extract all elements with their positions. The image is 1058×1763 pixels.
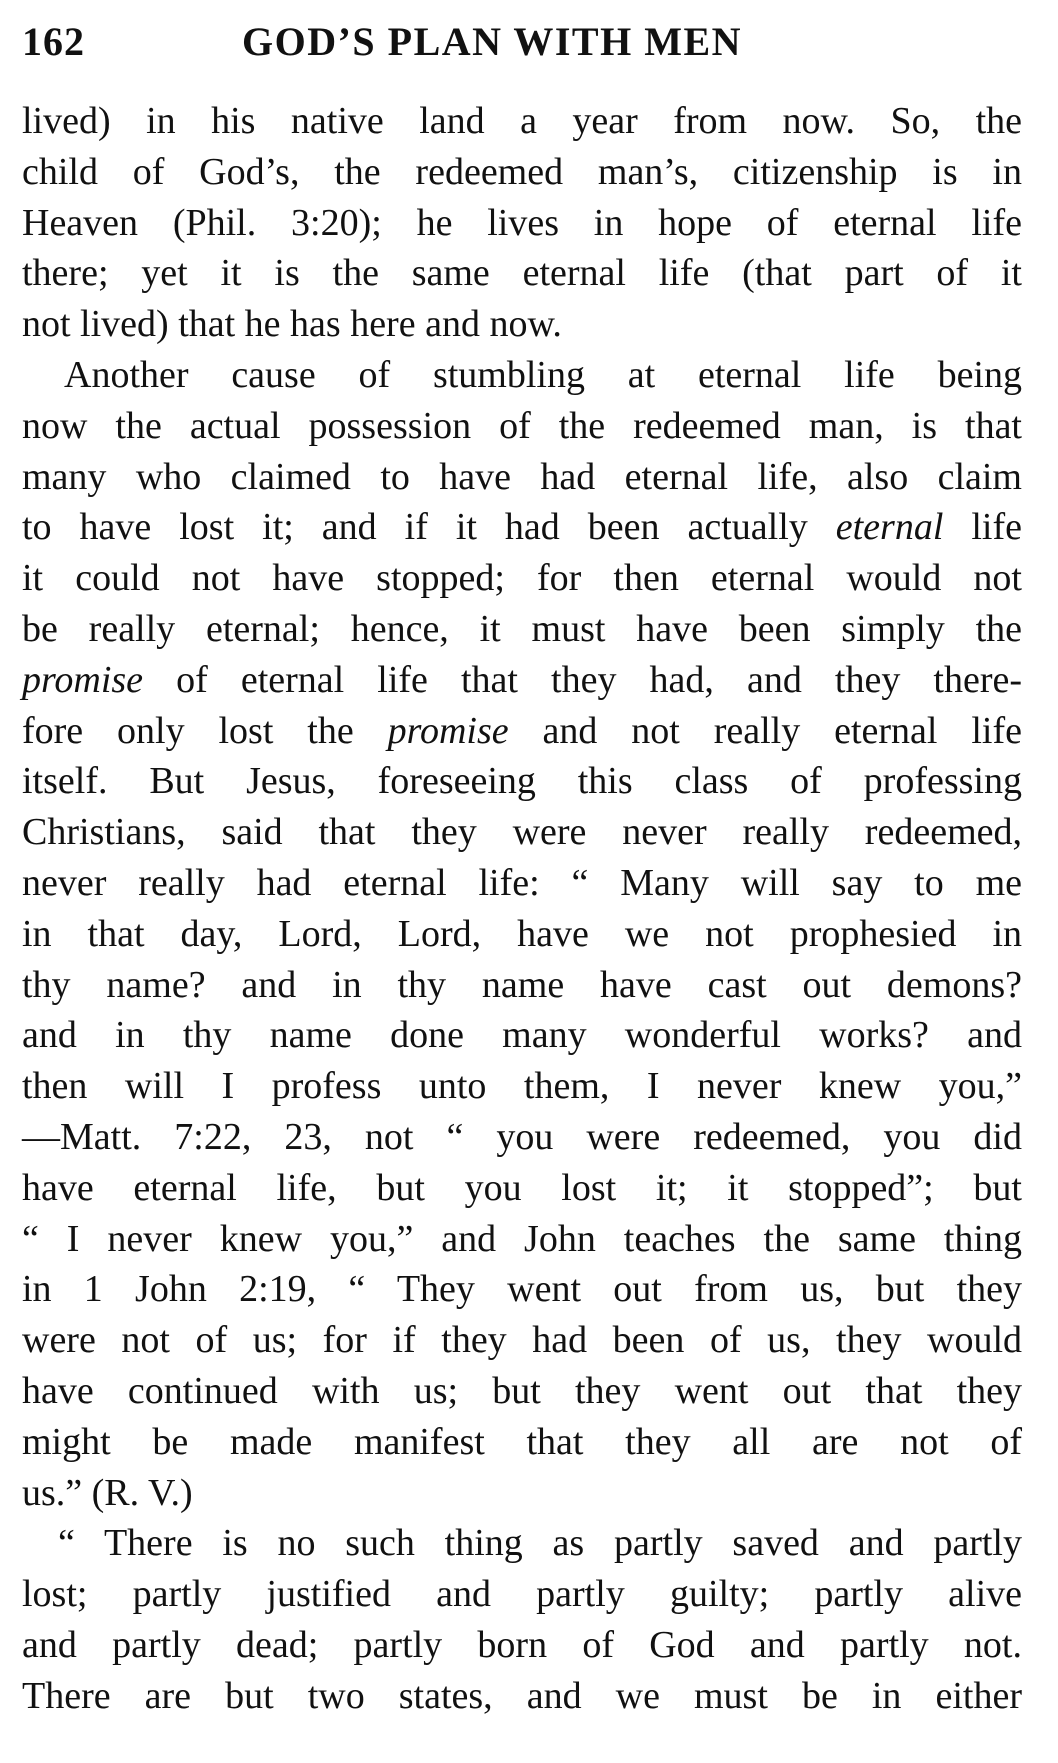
book-page xyxy=(22,0,1023,1717)
text-line: Christians, said that they were never really redeemed, xyxy=(22,811,1022,854)
text-line: us.” (R. V.) xyxy=(22,1471,193,1514)
text-line: not lived) that he has here and now. xyxy=(22,303,562,346)
paragraph-start-line: “ There is no such thing as partly saved and partly xyxy=(58,1522,1022,1565)
text-line: then will I profess unto them, I never knew you,” xyxy=(22,1065,1022,1108)
text-segment: life xyxy=(943,506,1022,549)
running-head xyxy=(22,0,1022,84)
text-line xyxy=(22,706,1022,757)
text-line: have eternal life, but you lost it; it stopped”; but xyxy=(22,1166,1022,1209)
text-line: in 1 John 2:19, “ They went out from us, but they xyxy=(22,1268,1022,1311)
text-line: itself. But Jesus, foreseeing this class of professing xyxy=(22,760,1022,803)
text-line: —Matt. 7:22, 23, not “ you were redeemed, you did xyxy=(22,1115,1022,1158)
text-line: never really had eternal life: “ Many will say to me xyxy=(22,861,1022,904)
text-line: there; yet it is the same eternal life (that part of it xyxy=(22,252,1022,295)
text-segment: and not really eternal life xyxy=(508,709,1023,752)
text-line: “ I never knew you,” and John teaches the same thing xyxy=(22,1217,1022,1260)
text-line xyxy=(22,502,1022,553)
text-line: might be made manifest that they all are not of xyxy=(22,1420,1022,1463)
text-line: and partly dead; partly born of God and partly not. xyxy=(22,1623,1022,1666)
emphasis-promise: promise xyxy=(387,709,509,752)
text-line xyxy=(22,655,1022,706)
text-line: have continued with us; but they went out that they xyxy=(22,1369,1022,1412)
text-line: child of God’s, the redeemed man’s, citizenship is in xyxy=(22,150,1022,193)
text-line: in that day, Lord, Lord, have we not prophesied in xyxy=(22,912,1022,955)
text-line: now the actual possession of the redeemed man, is that xyxy=(22,404,1022,447)
text-line: Heaven (Phil. 3:20); he lives in hope of eternal life xyxy=(22,201,1022,244)
running-title: GOD’S PLAN WITH MEN xyxy=(242,19,743,64)
text-line: were not of us; for if they had been of us, they would xyxy=(22,1319,1022,1362)
text-line: thy name? and in thy name have cast out demons? xyxy=(22,963,1022,1006)
emphasis-eternal: eternal xyxy=(835,506,944,549)
text-line: be really eternal; hence, it must have been simply the xyxy=(22,607,1022,650)
text-line: There are but two states, and we must be in either xyxy=(22,1674,1022,1717)
text-segment: to have lost it; and if it had been actually xyxy=(22,506,836,549)
emphasis-promise: promise xyxy=(22,658,144,701)
paragraph-start-line: Another cause of stumbling at eternal life being xyxy=(64,353,1022,396)
text-line: many who claimed to have had eternal life, also claim xyxy=(22,455,1022,498)
text-line: it could not have stopped; for then eternal would not xyxy=(22,557,1022,600)
text-line: lived) in his native land a year from now. So, the xyxy=(22,100,1022,142)
text-line: and in thy name done many wonderful works? and xyxy=(22,1014,1022,1057)
text-segment: fore only lost the xyxy=(22,709,388,752)
page-number: 162 xyxy=(22,19,85,64)
text-segment: of eternal life that they had, and they there- xyxy=(143,658,1022,701)
body-text xyxy=(22,96,1022,1722)
text-line: lost; partly justified and partly guilty; partly alive xyxy=(22,1573,1022,1616)
